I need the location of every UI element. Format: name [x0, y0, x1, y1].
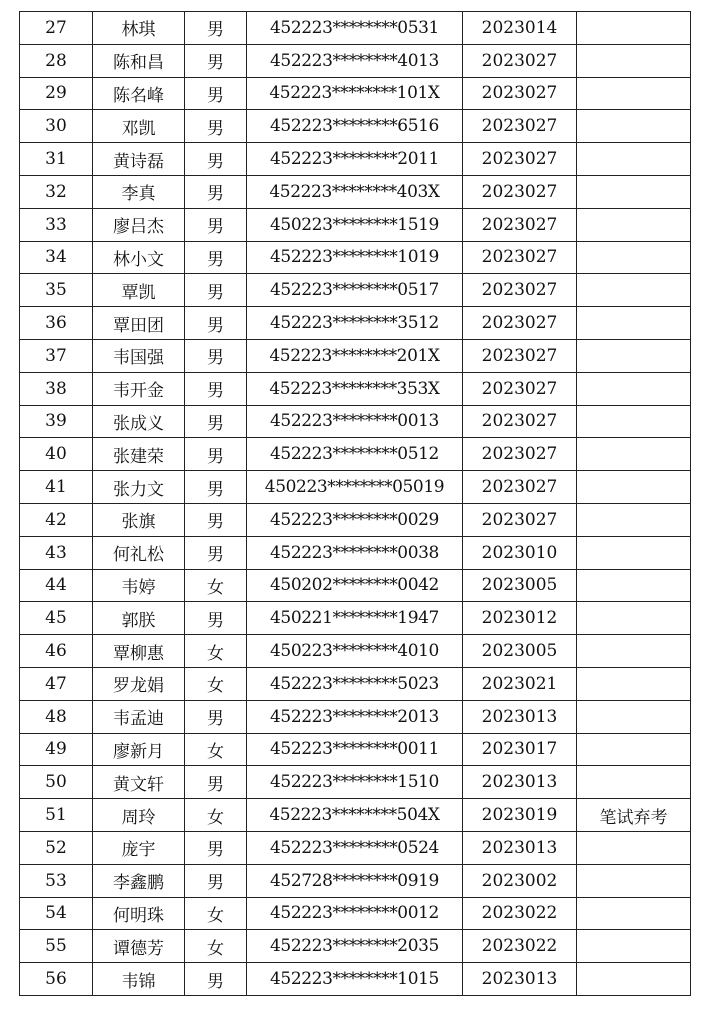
name-cell: 张建荣 — [93, 438, 185, 471]
position-code-cell: 2023027 — [463, 405, 577, 438]
serial-number-cell: 32 — [20, 175, 93, 208]
position-code-cell: 2023027 — [463, 208, 577, 241]
position-code-cell: 2023027 — [463, 77, 577, 110]
table-row — [20, 110, 691, 143]
table-row — [20, 143, 691, 176]
name-cell: 韦孟迪 — [93, 700, 185, 733]
serial-number-cell: 28 — [20, 44, 93, 77]
position-code-cell: 2023022 — [463, 897, 577, 930]
id-number-cell: 452223********0013 — [247, 405, 463, 438]
gender-cell: 男 — [185, 405, 247, 438]
serial-number-cell: 36 — [20, 307, 93, 340]
id-number-cell: 452223********0524 — [247, 831, 463, 864]
name-cell: 廖吕杰 — [93, 208, 185, 241]
table-row — [20, 831, 691, 864]
position-code-cell: 2023027 — [463, 175, 577, 208]
remark-cell — [577, 536, 691, 569]
id-number-cell: 452223********6516 — [247, 110, 463, 143]
name-cell: 周玲 — [93, 799, 185, 832]
gender-cell: 女 — [185, 897, 247, 930]
remark-cell — [577, 569, 691, 602]
position-code-cell: 2023027 — [463, 110, 577, 143]
remark-cell — [577, 110, 691, 143]
remark-cell — [577, 438, 691, 471]
remark-cell — [577, 635, 691, 668]
id-number-cell: 452223********504X — [247, 799, 463, 832]
id-number-cell: 452223********1019 — [247, 241, 463, 274]
serial-number-cell: 33 — [20, 208, 93, 241]
id-number-cell: 450223********1519 — [247, 208, 463, 241]
name-cell: 林小文 — [93, 241, 185, 274]
id-number-cell: 452223********0029 — [247, 503, 463, 536]
id-number-cell: 452223********101X — [247, 77, 463, 110]
id-number-cell: 452728********0919 — [247, 864, 463, 897]
remark-cell — [577, 274, 691, 307]
gender-cell: 男 — [185, 110, 247, 143]
position-code-cell: 2023013 — [463, 831, 577, 864]
remark-cell — [577, 963, 691, 996]
position-code-cell: 2023027 — [463, 241, 577, 274]
serial-number-cell: 27 — [20, 12, 93, 45]
gender-cell: 男 — [185, 864, 247, 897]
gender-cell: 男 — [185, 241, 247, 274]
table-row — [20, 635, 691, 668]
remark-cell — [577, 143, 691, 176]
serial-number-cell: 46 — [20, 635, 93, 668]
id-number-cell: 450223********4010 — [247, 635, 463, 668]
name-cell: 李鑫鹏 — [93, 864, 185, 897]
id-number-cell: 452223********353X — [247, 372, 463, 405]
serial-number-cell: 41 — [20, 471, 93, 504]
id-number-cell: 452223********1015 — [247, 963, 463, 996]
gender-cell: 男 — [185, 143, 247, 176]
id-number-cell: 452223********0531 — [247, 12, 463, 45]
gender-cell: 女 — [185, 635, 247, 668]
name-cell: 罗龙娟 — [93, 667, 185, 700]
table-row — [20, 307, 691, 340]
remark-cell — [577, 405, 691, 438]
position-code-cell: 2023027 — [463, 339, 577, 372]
position-code-cell: 2023027 — [463, 307, 577, 340]
id-number-cell: 450223********05019 — [247, 471, 463, 504]
name-cell: 张力文 — [93, 471, 185, 504]
name-cell: 韦锦 — [93, 963, 185, 996]
remark-cell — [577, 503, 691, 536]
table-row — [20, 963, 691, 996]
position-code-cell: 2023012 — [463, 602, 577, 635]
gender-cell: 男 — [185, 438, 247, 471]
position-code-cell: 2023017 — [463, 733, 577, 766]
gender-cell: 男 — [185, 536, 247, 569]
name-cell: 廖新月 — [93, 733, 185, 766]
id-number-cell: 452223********0012 — [247, 897, 463, 930]
serial-number-cell: 47 — [20, 667, 93, 700]
table-row — [20, 372, 691, 405]
name-cell: 张旗 — [93, 503, 185, 536]
serial-number-cell: 29 — [20, 77, 93, 110]
name-cell: 张成义 — [93, 405, 185, 438]
gender-cell: 男 — [185, 471, 247, 504]
name-cell: 邓凯 — [93, 110, 185, 143]
id-number-cell: 452223********201X — [247, 339, 463, 372]
name-cell: 黄诗磊 — [93, 143, 185, 176]
position-code-cell: 2023027 — [463, 274, 577, 307]
name-cell: 谭德芳 — [93, 930, 185, 963]
name-cell: 李真 — [93, 175, 185, 208]
position-code-cell: 2023013 — [463, 766, 577, 799]
gender-cell: 男 — [185, 175, 247, 208]
serial-number-cell: 54 — [20, 897, 93, 930]
id-number-cell: 452223********5023 — [247, 667, 463, 700]
name-cell: 黄文轩 — [93, 766, 185, 799]
name-cell: 覃田团 — [93, 307, 185, 340]
id-number-cell: 450221********1947 — [247, 602, 463, 635]
position-code-cell: 2023022 — [463, 930, 577, 963]
id-number-cell: 452223********403X — [247, 175, 463, 208]
gender-cell: 男 — [185, 339, 247, 372]
id-number-cell: 452223********4013 — [247, 44, 463, 77]
serial-number-cell: 52 — [20, 831, 93, 864]
id-number-cell: 452223********1510 — [247, 766, 463, 799]
table-row — [20, 274, 691, 307]
name-cell: 覃凯 — [93, 274, 185, 307]
table-row — [20, 44, 691, 77]
remark-cell — [577, 175, 691, 208]
gender-cell: 男 — [185, 44, 247, 77]
serial-number-cell: 48 — [20, 700, 93, 733]
table-row — [20, 339, 691, 372]
position-code-cell: 2023027 — [463, 438, 577, 471]
gender-cell: 男 — [185, 963, 247, 996]
position-code-cell: 2023027 — [463, 503, 577, 536]
table-row — [20, 864, 691, 897]
position-code-cell: 2023013 — [463, 963, 577, 996]
position-code-cell: 2023005 — [463, 635, 577, 668]
table-row — [20, 208, 691, 241]
remark-cell — [577, 667, 691, 700]
table-row — [20, 667, 691, 700]
id-number-cell: 452223********2035 — [247, 930, 463, 963]
id-number-cell: 452223********0512 — [247, 438, 463, 471]
name-cell: 何礼松 — [93, 536, 185, 569]
name-cell: 韦开金 — [93, 372, 185, 405]
table-row — [20, 536, 691, 569]
remark-cell — [577, 733, 691, 766]
table-row — [20, 12, 691, 45]
table-row — [20, 175, 691, 208]
gender-cell: 男 — [185, 503, 247, 536]
gender-cell: 女 — [185, 799, 247, 832]
id-number-cell: 452223********0517 — [247, 274, 463, 307]
position-code-cell: 2023027 — [463, 143, 577, 176]
id-number-cell: 450202********0042 — [247, 569, 463, 602]
id-number-cell: 452223********2013 — [247, 700, 463, 733]
name-cell: 韦婷 — [93, 569, 185, 602]
serial-number-cell: 40 — [20, 438, 93, 471]
serial-number-cell: 53 — [20, 864, 93, 897]
position-code-cell: 2023021 — [463, 667, 577, 700]
table-row — [20, 766, 691, 799]
table-row — [20, 733, 691, 766]
id-number-cell: 452223********3512 — [247, 307, 463, 340]
table-row — [20, 503, 691, 536]
id-number-cell: 452223********0038 — [247, 536, 463, 569]
table-row — [20, 700, 691, 733]
remark-cell — [577, 339, 691, 372]
serial-number-cell: 44 — [20, 569, 93, 602]
remark-cell — [577, 471, 691, 504]
gender-cell: 女 — [185, 667, 247, 700]
gender-cell: 男 — [185, 766, 247, 799]
serial-number-cell: 37 — [20, 339, 93, 372]
position-code-cell: 2023019 — [463, 799, 577, 832]
id-number-cell: 452223********2011 — [247, 143, 463, 176]
remark-cell — [577, 864, 691, 897]
gender-cell: 男 — [185, 307, 247, 340]
position-code-cell: 2023014 — [463, 12, 577, 45]
serial-number-cell: 39 — [20, 405, 93, 438]
serial-number-cell: 55 — [20, 930, 93, 963]
serial-number-cell: 43 — [20, 536, 93, 569]
table-body — [20, 12, 691, 996]
name-cell: 庞宇 — [93, 831, 185, 864]
position-code-cell: 2023002 — [463, 864, 577, 897]
serial-number-cell: 35 — [20, 274, 93, 307]
serial-number-cell: 31 — [20, 143, 93, 176]
position-code-cell: 2023005 — [463, 569, 577, 602]
serial-number-cell: 30 — [20, 110, 93, 143]
name-cell: 林琪 — [93, 12, 185, 45]
remark-cell — [577, 700, 691, 733]
serial-number-cell: 51 — [20, 799, 93, 832]
serial-number-cell: 50 — [20, 766, 93, 799]
table-row — [20, 897, 691, 930]
table-row — [20, 77, 691, 110]
remark-cell — [577, 602, 691, 635]
gender-cell: 男 — [185, 12, 247, 45]
serial-number-cell: 45 — [20, 602, 93, 635]
name-cell: 何明珠 — [93, 897, 185, 930]
remark-cell — [577, 44, 691, 77]
gender-cell: 女 — [185, 733, 247, 766]
table-row — [20, 930, 691, 963]
serial-number-cell: 56 — [20, 963, 93, 996]
serial-number-cell: 42 — [20, 503, 93, 536]
remark-cell — [577, 372, 691, 405]
table-row — [20, 471, 691, 504]
remark-cell — [577, 831, 691, 864]
table-row — [20, 799, 691, 832]
name-cell: 覃柳惠 — [93, 635, 185, 668]
table-row — [20, 405, 691, 438]
name-cell: 韦国强 — [93, 339, 185, 372]
remark-cell: 笔试弃考 — [577, 799, 691, 832]
gender-cell: 男 — [185, 602, 247, 635]
serial-number-cell: 49 — [20, 733, 93, 766]
position-code-cell: 2023027 — [463, 44, 577, 77]
remark-cell — [577, 208, 691, 241]
remark-cell — [577, 897, 691, 930]
gender-cell: 男 — [185, 831, 247, 864]
gender-cell: 男 — [185, 208, 247, 241]
table-row — [20, 602, 691, 635]
remark-cell — [577, 307, 691, 340]
gender-cell: 男 — [185, 700, 247, 733]
remark-cell — [577, 766, 691, 799]
remark-cell — [577, 930, 691, 963]
position-code-cell: 2023027 — [463, 372, 577, 405]
position-code-cell: 2023027 — [463, 471, 577, 504]
gender-cell: 男 — [185, 372, 247, 405]
id-number-cell: 452223********0011 — [247, 733, 463, 766]
position-code-cell: 2023010 — [463, 536, 577, 569]
table-row — [20, 438, 691, 471]
remark-cell — [577, 241, 691, 274]
name-cell: 陈名峰 — [93, 77, 185, 110]
gender-cell: 女 — [185, 930, 247, 963]
gender-cell: 男 — [185, 274, 247, 307]
name-cell: 陈和昌 — [93, 44, 185, 77]
name-cell: 郭朕 — [93, 602, 185, 635]
position-code-cell: 2023013 — [463, 700, 577, 733]
gender-cell: 女 — [185, 569, 247, 602]
remark-cell — [577, 77, 691, 110]
table-row — [20, 569, 691, 602]
remark-cell — [577, 12, 691, 45]
gender-cell: 男 — [185, 77, 247, 110]
serial-number-cell: 38 — [20, 372, 93, 405]
table-row — [20, 241, 691, 274]
candidate-table — [19, 11, 691, 996]
serial-number-cell: 34 — [20, 241, 93, 274]
